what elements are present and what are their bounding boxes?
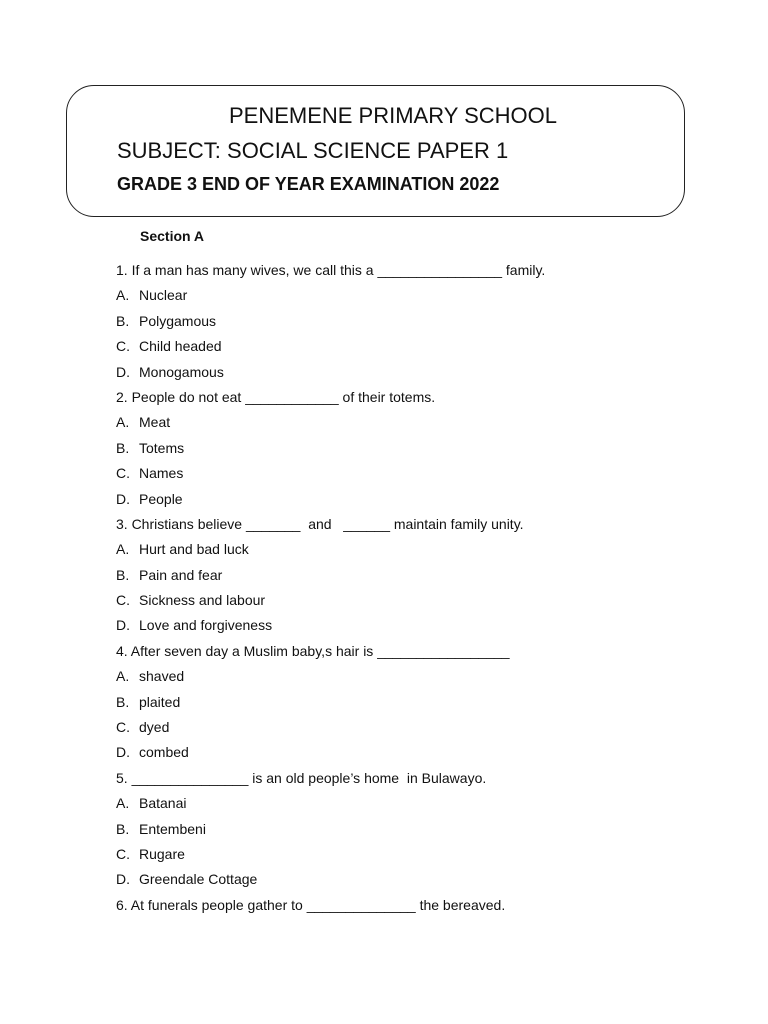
option-1a [116,285,545,310]
question-4: 4. After seven day a Muslim baby,s hair is _________________ [116,642,510,659]
option-2d [116,489,545,514]
school-name: PENEMENE PRIMARY SCHOOL [228,103,558,128]
subject-title: SUBJECT: SOCIAL SCIENCE PAPER 1 [117,138,509,163]
grade-title: GRADE 3 END OF YEAR EXAMINATION 2022 [117,174,500,194]
option-letter: D. [116,363,130,380]
option-letter: D. [116,744,130,761]
option-text: Pain and fear [139,566,223,583]
option-text: Child headed [139,338,222,355]
option-text: Rugare [139,845,185,862]
option-letter: C. [116,845,130,862]
option-1d [116,362,545,387]
option-text: Greendale Cottage [139,871,258,888]
option-text: Batanai [139,795,187,812]
option-text: Love and forgiveness [139,617,273,634]
option-text: plaited [139,693,181,710]
option-text: Polygamous [139,312,217,329]
option-text: combed [139,744,189,761]
question-1: 1. If a man has many wives, we call this a ________________ family. [116,262,546,278]
question-5: 5. _______________ is an old people’s home in Bulawayo. [116,769,487,786]
option-4b [116,692,545,717]
option-letter: A. [116,414,130,431]
option-text: shaved [139,668,185,685]
option-letter: B. [116,312,130,329]
option-4d [116,742,545,767]
section-title: Section A [140,228,205,244]
option-text: Nuclear [139,287,188,304]
option-letter: B. [116,566,130,583]
option-3a [116,539,545,564]
question-3: 3. Christians believe _______ and ______ maintain family unity. [116,515,524,532]
option-1c [116,336,545,361]
option-letter: C. [116,592,130,609]
option-text: Hurt and bad luck [139,541,249,558]
option-letter: B. [116,439,130,456]
option-2b [116,438,545,463]
option-3b [116,565,545,590]
option-text: Names [139,465,184,482]
option-letter: D. [116,871,130,888]
option-4a [116,666,545,691]
option-2a [116,412,545,437]
question-list [116,260,545,920]
option-5b [116,819,545,844]
option-text: Totems [139,439,185,456]
option-letter: D. [116,490,130,507]
option-text: Sickness and labour [139,592,266,609]
option-5d [116,869,545,894]
option-letter: B. [116,820,130,837]
option-4c [116,717,545,742]
question-2: 2. People do not eat ____________ of their totems. [116,388,436,405]
option-5a [116,793,545,818]
option-text: Monogamous [139,363,224,380]
option-letter: A. [116,668,130,685]
option-text: Meat [139,414,171,431]
option-letter: A. [116,795,130,812]
option-text: People [139,490,183,507]
option-letter: C. [116,338,130,355]
option-letter: B. [116,693,130,710]
option-text: Entembeni [139,820,206,837]
option-letter: C. [116,719,130,736]
question-6: 6. At funerals people gather to ______________ the bereaved. [116,896,506,913]
option-letter: A. [116,541,130,558]
option-text: dyed [139,719,170,736]
option-letter: C. [116,465,130,482]
option-1b [116,311,545,336]
option-3d [116,615,545,640]
option-3c [116,590,545,615]
option-letter: A. [116,287,130,304]
option-2c [116,463,545,488]
option-letter: D. [116,617,130,634]
option-5c [116,844,545,869]
